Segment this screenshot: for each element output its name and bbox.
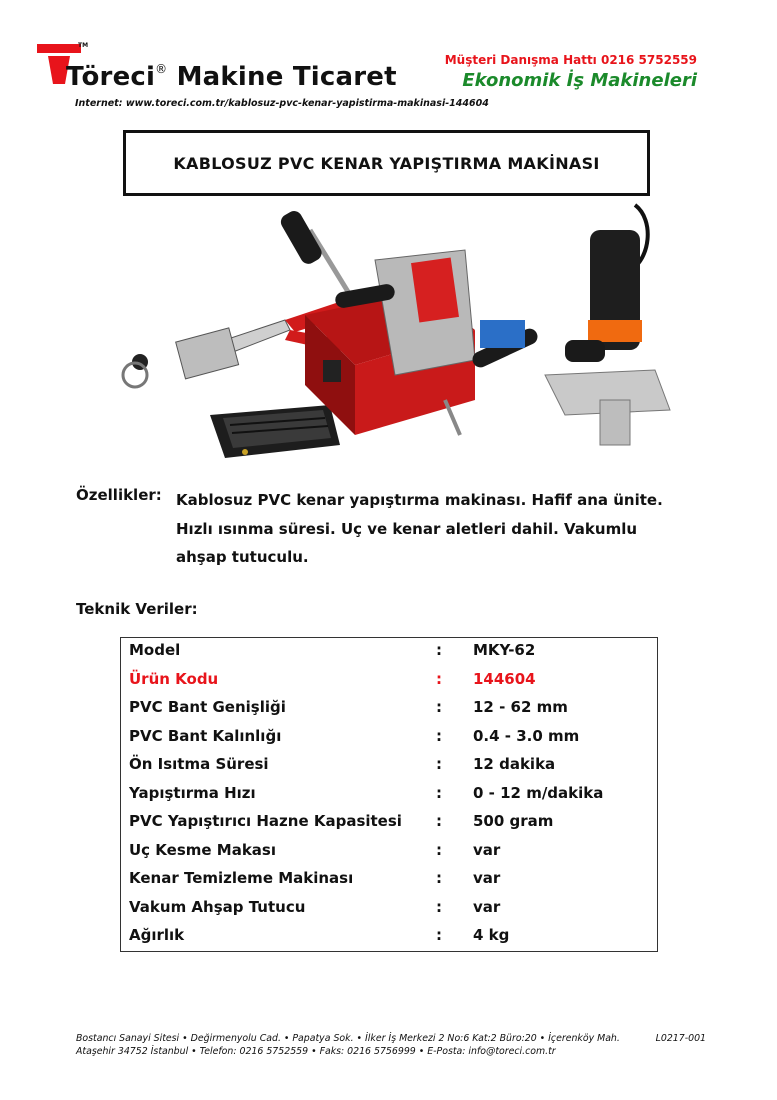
spec-row-end-shears [121, 841, 657, 869]
page-url: Internet: www.toreci.com.tr/kablosuz-pvc-kenar-yapistirma-makinasi-144604 [75, 98, 489, 109]
spec-separator: : [436, 840, 442, 859]
spec-row-preheat-time [121, 755, 657, 783]
spec-key: PVC Bant Kalınlığı [129, 726, 282, 745]
features-text [176, 486, 696, 572]
spec-separator: : [436, 897, 442, 916]
title-box [123, 130, 650, 196]
spec-row-band-thickness [121, 727, 657, 755]
spec-value: 144604 [473, 669, 536, 688]
spec-key: Vakum Ahşap Tutucu [129, 897, 306, 916]
spec-key: Uç Kesme Makası [129, 840, 276, 859]
spec-value: 500 gram [473, 812, 554, 830]
spec-row-vacuum-holder [121, 898, 657, 926]
slogan-text: Ekonomik İş Makineleri [462, 70, 697, 91]
registered-mark: ® [155, 62, 168, 76]
spec-row-glue-capacity [121, 812, 657, 840]
brand-name-suffix: Makine Ticaret [176, 62, 397, 92]
spec-separator: : [436, 783, 442, 802]
spec-row-weight [121, 926, 657, 954]
spec-key: PVC Yapıştırıcı Hazne Kapasitesi [129, 812, 402, 830]
spec-key: Ağırlık [129, 926, 185, 944]
spec-value: var [473, 869, 501, 887]
footer-address [76, 1032, 706, 1058]
footer-line: Bostancı Sanayi Sitesi • Değirmenyolu Cad. • Papatya Sok. • İlker İş Merkezi 2 No:6 Kat:2 Büro:20 • İçerenköy Mah. [76, 1033, 620, 1044]
spec-separator: : [436, 755, 442, 773]
edge-bander-unit-icon [278, 208, 540, 435]
spec-key: Yapıştırma Hızı [129, 783, 256, 802]
spec-value: var [473, 897, 501, 916]
brand-name [66, 62, 397, 92]
spec-row-product-code [121, 670, 657, 698]
hotline-text: Müşteri Danışma Hattı 0216 5752559 [444, 53, 697, 67]
spec-value: 0 - 12 m/dakika [473, 783, 604, 802]
spec-row-edge-cleaner [121, 869, 657, 897]
spec-key: PVC Bant Genişliği [129, 698, 286, 716]
footer-line: Ataşehir 34752 İstanbul • Telefon: 0216 5752559 • Faks: 0216 5756999 • E-Posta: info@toreci.com.tr [76, 1046, 556, 1057]
spec-row-model [121, 641, 657, 669]
features-line: Kablosuz PVC kenar yapıştırma makinası. Hafif ana ünite. [176, 491, 663, 509]
document-code: L0217-001 [655, 1033, 706, 1044]
specs-heading: Teknik Veriler: [76, 600, 198, 618]
spec-key: Model [129, 641, 181, 659]
product-image [95, 200, 685, 470]
features-line: Hızlı ısınma süresi. Uç ve kenar aletleri dahil. Vakumlu [176, 519, 638, 538]
spec-value: 4 kg [473, 926, 510, 944]
brand-name-main: Töreci [66, 62, 156, 92]
edge-trimmer-icon [545, 205, 670, 445]
spec-separator: : [436, 812, 442, 830]
page-title: KABLOSUZ PVC KENAR YAPIŞTIRMA MAKİNASI [173, 153, 600, 173]
features-line: ahşap tutuculu. [176, 548, 309, 566]
spec-value: 12 - 62 mm [473, 698, 568, 716]
spec-value: 12 dakika [473, 755, 556, 773]
spec-key: Kenar Temizleme Makinası [129, 869, 354, 887]
spec-value: var [473, 840, 501, 859]
spec-value: MKY-62 [473, 641, 536, 659]
spec-separator: : [436, 698, 442, 716]
spec-separator: : [436, 641, 442, 659]
spec-key: Ürün Kodu [129, 669, 219, 688]
spec-row-band-width [121, 698, 657, 726]
spec-separator: : [436, 669, 442, 688]
trademark-mark: TM [78, 42, 89, 49]
vacuum-holder-icon [210, 405, 340, 458]
spec-table [120, 637, 658, 952]
spec-key: Ön Isıtma Süresi [129, 755, 269, 773]
spec-separator: : [436, 869, 442, 887]
spec-separator: : [436, 726, 442, 745]
spec-value: 0.4 - 3.0 mm [473, 726, 580, 745]
spec-separator: : [436, 926, 442, 944]
features-label: Özellikler: [76, 486, 162, 504]
spec-row-gluing-speed [121, 784, 657, 812]
